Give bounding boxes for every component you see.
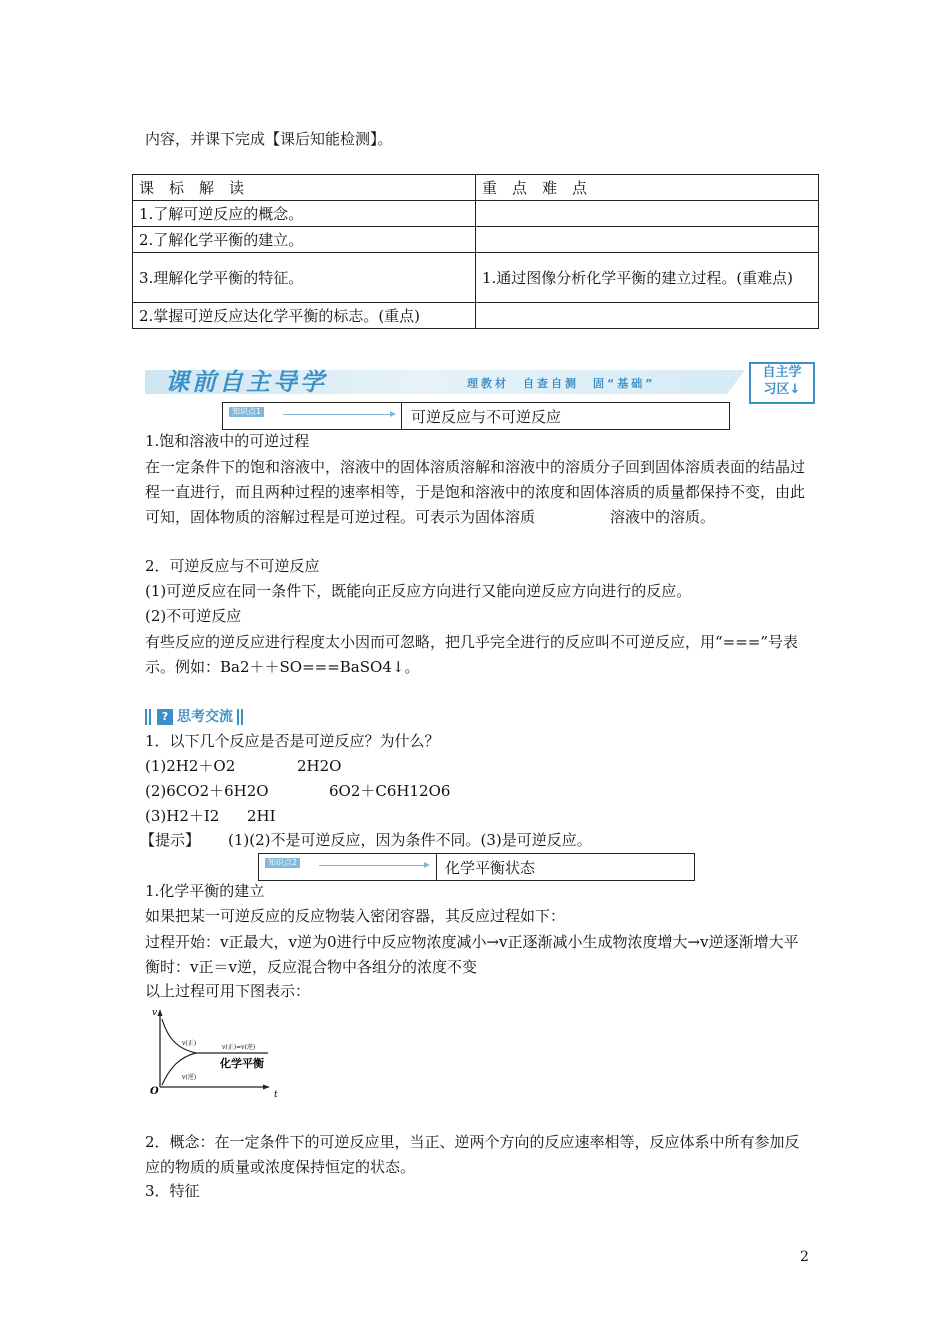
banner-title: 课前自主导学 [165,368,327,396]
question: 1．以下几个反应是否是可逆反应？为什么？ [145,732,440,750]
equilibrium-graph [148,1005,278,1100]
arrow-icon [283,414,395,415]
table-cell [476,227,819,253]
section-heading: 1.饱和溶液中的可逆过程 [145,432,310,450]
box-divider [436,854,437,880]
origin-label: O [150,1086,159,1097]
table-cell: 3.理解化学平衡的特征。 [133,253,476,303]
knowledge-point-2-box [258,853,695,881]
knowledge-point-1-box [222,402,730,430]
section-heading: 3．特征 [145,1182,200,1200]
section-body: 在一定条件下的饱和溶液中，溶液中的固体溶质溶解和溶液中的溶质分子回到固体溶质表面的结晶过程一直进行，而且两种过程的速率相等，于是饱和溶液中的浓度和固体溶质的质量都保持不变，由此可知，固体物质的溶解过程是可逆过程。可表示为固体溶质 溶液中的溶质。 [145,458,806,526]
table-cell: 1.通过图像分析化学平衡的建立过程。(重难点) [476,253,819,303]
table-cell [476,303,819,329]
paragraph: 如果把某一可逆反应的反应物装入密闭容器，其反应过程如下： [145,907,566,925]
reaction-1-left: (1)2H2＋O2 [145,757,236,775]
bar-icon [237,709,239,725]
paragraph: 过程开始：v正最大，v逆为0进行中反应物浓度减小→v正逐渐减小生成物浓度增大→v逆逐渐增大平衡时：v正＝v逆，反应混合物中各组分的浓度不变 [145,933,799,976]
hint-text: (1)(2)不是可逆反应，因为条件不同。(3)是可逆反应。 [228,831,592,849]
badge-line: 习区↓ [763,382,801,397]
intro-line: 内容，并课下完成【课后知能检测】。 [145,130,393,148]
reaction-1-right: 2H2O [297,757,342,775]
reaction-3-left: (3)H2＋I2 [145,807,220,825]
paragraph: (1)可逆反应在同一条件下，既能向正反应方向进行又能向逆反应方向进行的反应。 [145,582,692,600]
equal-rate-label: v(正)=v(逆) [222,1044,256,1051]
knowledge-point-tag: 知识点1 [229,407,264,417]
y-axis-label: v [152,1008,158,1018]
arrow-icon [319,865,429,866]
paragraph: 有些反应的逆反应进行程度太小因而可忽略，把几乎完全进行的反应叫不可逆反应，用“===”号表示。例如：Ba2＋＋SO===BaSO4↓。 [145,633,799,676]
table-cell: 2.了解化学平衡的建立。 [133,227,476,253]
reaction-3-right: 2HI [247,807,276,825]
table-header-right: 重 点 难 点 [476,175,819,201]
question-icon: ? [157,709,173,725]
knowledge-point-label: 化学平衡状态 [445,859,536,877]
section-heading: 1.化学平衡的建立 [145,882,265,900]
banner-subtitle: 理教材 自查自测 固“基础” [467,377,656,390]
reverse-rate-label: v(逆) [182,1074,197,1081]
hint-label: 【提示】 [140,831,201,849]
think-exchange-header [145,706,245,726]
badge-line: 自主学 [762,365,802,380]
paragraph: (2)不可逆反应 [145,607,242,625]
table-header-left: 课 标 解 读 [133,175,476,201]
knowledge-point-label: 可逆反应与不可逆反应 [411,408,562,426]
reaction-2-left: (2)6CO2＋6H2O [145,782,269,800]
x-axis-arrow [263,1085,270,1090]
table-cell: 1.了解可逆反应的概念。 [133,201,476,227]
bar-icon [145,709,147,725]
box-divider [401,403,402,429]
think-label: 思考交流 [177,709,233,725]
section-banner [145,362,813,402]
knowledge-point-tag: 知识点2 [265,858,300,868]
objectives-table [132,174,819,329]
concept-paragraph: 2．概念：在一定条件下的可逆反应里，当正、逆两个方向的反应速率相等，反应体系中所有参加反应的物质的质量或浓度保持恒定的状态。 [145,1133,800,1176]
self-study-badge [749,362,815,404]
x-axis-label: t [274,1090,278,1100]
bar-icon [241,709,243,725]
reaction-2-right: 6O2＋C6H12O6 [329,782,451,800]
table-cell: 2.掌握可逆反应达化学平衡的标志。(重点) [133,303,476,329]
paragraph: 以上过程可用下图表示： [145,982,311,1000]
equilibrium-label: 化学平衡 [220,1057,264,1070]
bar-icon [149,709,151,725]
forward-rate-label: v(正) [182,1040,197,1047]
section-heading: 2．可逆反应与不可逆反应 [145,557,320,575]
y-axis-arrow [158,1009,163,1016]
table-cell [476,201,819,227]
page-number: 2 [800,1249,809,1265]
